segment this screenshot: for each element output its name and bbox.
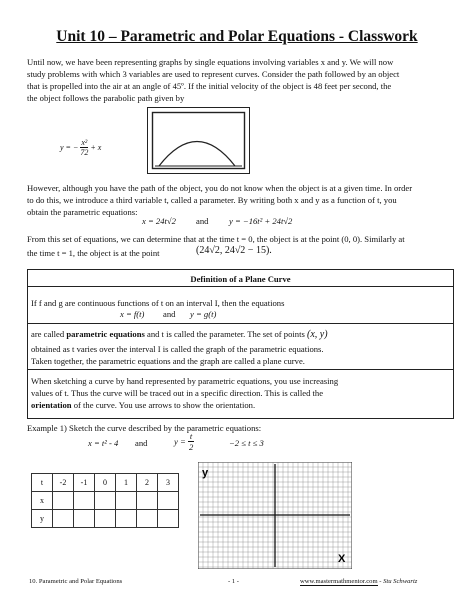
table-cell-input[interactable] xyxy=(74,492,95,510)
intro-line-2: study problems with which 3 variables are used to represent curves. Consider the path followed by an object xyxy=(27,69,400,79)
table-cell: -2 xyxy=(53,474,74,492)
eq-y-denominator: 2 xyxy=(188,442,194,452)
table-cell-input[interactable] xyxy=(158,510,179,528)
footer-page: - 1 - xyxy=(228,578,239,585)
value-table xyxy=(31,473,179,528)
intro-line-1: Until now, we have been representing graphs by single equations involving variables x and y. We will now xyxy=(27,57,394,67)
table-cell-input[interactable] xyxy=(158,492,179,510)
table-cell: y xyxy=(32,510,53,528)
table-cell: 1 xyxy=(116,474,137,492)
definition-line-3: obtained as t varies over the interval I is called the graph of the parametric equations. xyxy=(31,344,324,354)
eq1-numerator: x² xyxy=(81,138,88,147)
example-prompt: Example 1) Sketch the curve described by the parametric equations: xyxy=(27,423,262,433)
table-cell-input[interactable] xyxy=(116,510,137,528)
term-orientation: orientation xyxy=(31,400,72,410)
point-xy: (x, y) xyxy=(306,329,328,340)
definition-heading: Definition of a Plane Curve xyxy=(190,274,291,284)
para2-line-1: However, although you have the path of the object, you do not know when the object is at a given time. In order xyxy=(27,183,413,193)
table-cell-input[interactable] xyxy=(53,492,74,510)
point-at-t1: (24√2, 24√2 − 15). xyxy=(196,245,272,256)
table-cell: 3 xyxy=(158,474,179,492)
table-row-y xyxy=(32,510,179,528)
definition-eq-x: x = f(t) xyxy=(120,309,145,319)
table-cell: 2 xyxy=(137,474,158,492)
example-eq-x: x = t² - 4 xyxy=(88,438,119,448)
coordinate-grid[interactable] xyxy=(198,462,352,569)
para3-line-2: the time t = 1, the object is at the point xyxy=(27,248,160,258)
footer-left: 10. Parametric and Polar Equations xyxy=(29,578,123,585)
example-range: −2 ≤ t ≤ 3 xyxy=(229,438,264,448)
table-cell-input[interactable] xyxy=(137,492,158,510)
table-cell: x xyxy=(32,492,53,510)
footer-author: - Stu Schwartz xyxy=(379,578,418,585)
eq1-denominator: 72 xyxy=(80,148,89,157)
table-cell: -1 xyxy=(74,474,95,492)
para3-line-1: From this set of equations, we can determine that at the time t = 0, the object is at the point (0, 0). Similarly at xyxy=(27,234,405,244)
parabola-graph xyxy=(147,107,250,174)
definition-line-1: If f and g are continuous functions of t on an interval I, then the equations xyxy=(31,298,285,308)
para2-line-3: obtain the parametric equations: xyxy=(27,207,138,217)
eq1-lhs: y = − xyxy=(60,143,79,152)
table-cell: t xyxy=(32,474,53,492)
table-header-row xyxy=(32,474,179,492)
definition-and: and xyxy=(163,309,176,319)
intro-line-4: the object follows the parabolic path given by xyxy=(27,93,185,103)
term-parametric-equations: parametric equations xyxy=(66,329,145,339)
definition-line-5: When sketching a curve by hand represented by parametric equations, you use increasing xyxy=(31,376,339,386)
example-and: and xyxy=(135,438,148,448)
eq-y-numerator: t xyxy=(189,431,193,441)
definition-line-6: values of t. Thus the curve will be traced out in a specific direction. This is called the xyxy=(31,388,324,398)
table-row-x xyxy=(32,492,179,510)
parametric-y-equation: y = −16t² + 24t√2 xyxy=(229,216,293,226)
table-cell-input[interactable] xyxy=(95,492,116,510)
footer-link[interactable]: www.mastermathmentor.com xyxy=(300,578,378,585)
and-word-1: and xyxy=(196,216,209,226)
line2-a: are called xyxy=(31,329,65,339)
table-cell-input[interactable] xyxy=(95,510,116,528)
example-eq-y xyxy=(174,431,194,452)
table-cell-input[interactable] xyxy=(116,492,137,510)
grid-x-label: X xyxy=(338,553,346,565)
eq1-rhs: + x xyxy=(90,143,102,152)
page-title: Unit 10 – Parametric and Polar Equations - Classwork xyxy=(56,28,418,45)
definition-line-4: Taken together, the parametric equations and the graph are called a plane curve. xyxy=(31,356,305,366)
box-divider-1 xyxy=(28,286,453,287)
para2-line-2: to do this, we introduce a third variable t, called a parameter. By writing both x and y as a function of t, you xyxy=(27,195,397,205)
table-cell-input[interactable] xyxy=(74,510,95,528)
definition-line-2 xyxy=(31,328,449,341)
line7-b: of the curve. You use arrows to show the orientation. xyxy=(73,400,256,410)
box-divider-3 xyxy=(28,369,453,370)
intro-line-3: that is propelled into the air at an angle of 45º. If the initial velocity of the object is 48 feet per second, the xyxy=(27,81,392,91)
table-cell: 0 xyxy=(95,474,116,492)
box-divider-2 xyxy=(28,323,453,324)
parametric-x-equation: x = 24t√2 xyxy=(142,216,176,226)
parabola-equation xyxy=(60,138,101,157)
eq-y-lhs: y = xyxy=(174,436,186,447)
line2-c: and t is called the parameter. The set of points xyxy=(147,329,305,339)
table-cell-input[interactable] xyxy=(53,510,74,528)
table-cell-input[interactable] xyxy=(137,510,158,528)
grid-y-label: y xyxy=(202,467,209,479)
definition-eq-y: y = g(t) xyxy=(190,309,217,319)
definition-line-7 xyxy=(31,399,449,411)
footer-right xyxy=(300,578,417,585)
definition-box xyxy=(27,269,454,419)
